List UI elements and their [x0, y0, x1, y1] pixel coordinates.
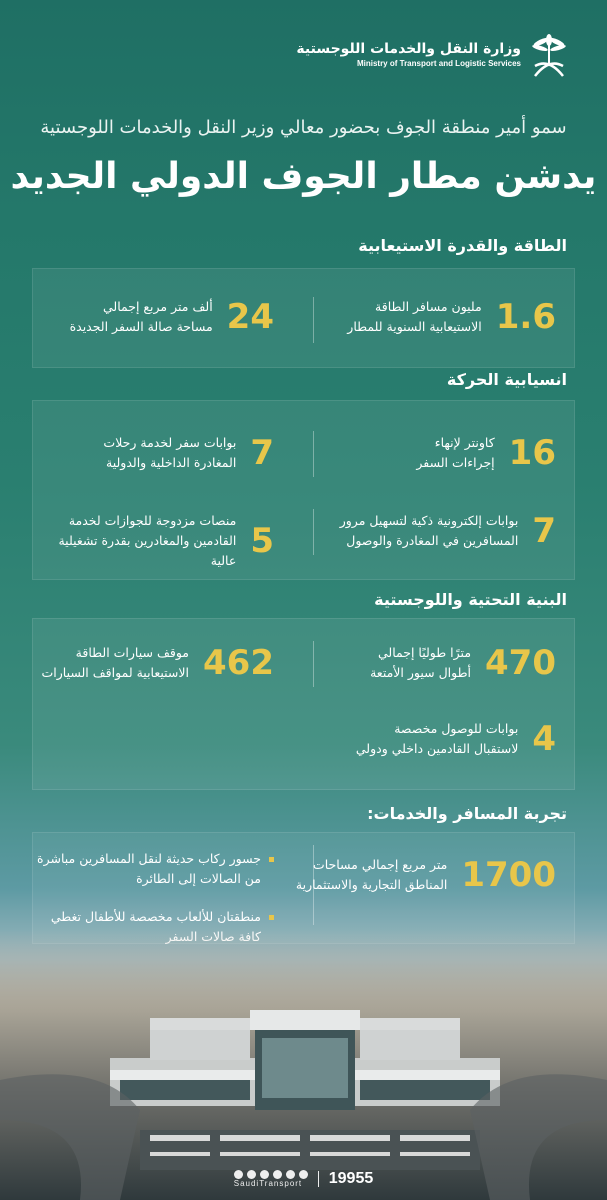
stat-label-line2: الاستيعابية لمواقف السيارات [41, 665, 190, 680]
infrastructure-card [32, 618, 575, 790]
linkedin-icon[interactable] [286, 1170, 295, 1179]
ministry-logo [296, 30, 569, 80]
stat-label-line2: مساحة صالة السفر الجديدة [69, 319, 213, 334]
stat-baggage-belts [370, 643, 556, 683]
bullet-icon [269, 857, 274, 862]
org-name-arabic: وزارة النقل والخدمات اللوجستية [296, 41, 521, 57]
stat-parking [41, 643, 274, 683]
section-heading-infrastructure: البنية التحتية واللوجستية [374, 590, 567, 609]
footer [0, 1170, 607, 1188]
card-divider [313, 641, 314, 687]
card-divider [313, 297, 314, 343]
capacity-card [32, 268, 575, 368]
stat-number: 24 [226, 297, 274, 337]
section-heading-capacity: الطاقة والقدرة الاستيعابية [358, 236, 567, 255]
stat-departure-gates [103, 433, 274, 473]
stat-label-line1: منصات مزدوجة للجوازات لخدمة [68, 513, 237, 528]
stat-label-line2: المناطق التجارية والاستثمارية [295, 877, 448, 892]
flow-card [32, 400, 575, 580]
instagram-icon[interactable] [247, 1170, 256, 1179]
stat-counters [416, 433, 556, 473]
list-item [37, 849, 274, 889]
section-heading-experience: تجربة المسافر والخدمات: [367, 804, 567, 823]
stat-terminal-area [70, 297, 274, 337]
org-name-english: Ministry of Transport and Logistic Services [356, 59, 521, 68]
stat-e-gates [340, 511, 556, 551]
airport-terminal-image [0, 930, 607, 1200]
stat-passenger-capacity [347, 297, 556, 337]
stat-label-line1: كاونتر لإنهاء [434, 435, 495, 450]
stat-label-line1: ألف متر مربع إجمالي [102, 299, 213, 314]
stat-label-line1: متر مربع إجمالي مساحات [312, 857, 448, 872]
stat-commercial-area [296, 855, 556, 895]
x-icon[interactable] [234, 1170, 243, 1179]
stat-number: 462 [203, 643, 274, 683]
phone-number[interactable]: 19955 [328, 1170, 374, 1187]
footer-separator [318, 1171, 319, 1187]
stat-number: 7 [250, 433, 274, 473]
list-item-line1: منطقتان للألعاب مخصصة للأطفال تغطي [50, 909, 261, 924]
stat-number: 16 [508, 433, 556, 473]
card-divider [313, 431, 314, 477]
youtube-icon[interactable] [273, 1170, 282, 1179]
experience-card [32, 832, 575, 944]
page-subtitle: سمو أمير منطقة الجوف بحضور معالي وزير النقل والخدمات اللوجستية [40, 117, 567, 138]
stat-label-line1: مليون مسافر الطاقة [375, 299, 482, 314]
stat-label-line1: بوابات إلكترونية ذكية لتسهيل مرور [339, 513, 519, 528]
list-item-line1: جسور ركاب حديثة لنقل المسافرين مباشرة [37, 851, 261, 866]
stat-number: 1700 [461, 855, 556, 895]
stat-label-line1: بوابات سفر لخدمة رحلات [103, 435, 237, 450]
palm-swords-emblem-icon [529, 30, 569, 80]
stat-arrival-gates [356, 719, 556, 759]
list-item-line2: من الصالات إلى الطائرة [136, 871, 261, 886]
tiktok-icon[interactable] [299, 1170, 308, 1179]
stat-label-line2: إجراءات السفر [416, 455, 495, 470]
stat-number: 4 [532, 719, 556, 759]
stat-passport-platforms [33, 511, 274, 571]
stat-label-line1: موقف سيارات الطاقة [75, 645, 190, 660]
stat-label-line1: بوابات للوصول مخصصة [394, 721, 519, 736]
stat-label-line2: المسافرين في المغادرة والوصول [346, 533, 519, 548]
social-handle[interactable]: SaudiTransport [233, 1179, 303, 1188]
section-heading-flow: انسيابية الحركة [446, 370, 567, 389]
stat-number: 5 [250, 521, 274, 561]
stat-label-line2: أطوال سيور الأمتعة [370, 665, 472, 680]
card-divider [313, 509, 314, 555]
stat-label-line2: لاستقبال القادمين داخلي ودولي [355, 741, 519, 756]
page-title: يدشن مطار الجوف الدولي الجديد [10, 156, 597, 197]
stat-label-line1: مترًا طوليًا إجمالي [377, 645, 472, 660]
stat-number: 7 [532, 511, 556, 551]
stat-number: 1.6 [495, 297, 556, 337]
stat-label-line2: المغادرة الداخلية والدولية [106, 455, 237, 470]
bullet-icon [269, 915, 274, 920]
snapchat-icon[interactable] [260, 1170, 269, 1179]
stat-label-line2: القادمين والمغادرين بقدرة تشغيلية عالية [58, 533, 237, 568]
social-icons [234, 1170, 308, 1179]
stat-label-line2: الاستيعابية السنوية للمطار [347, 319, 482, 334]
stat-number: 470 [485, 643, 556, 683]
